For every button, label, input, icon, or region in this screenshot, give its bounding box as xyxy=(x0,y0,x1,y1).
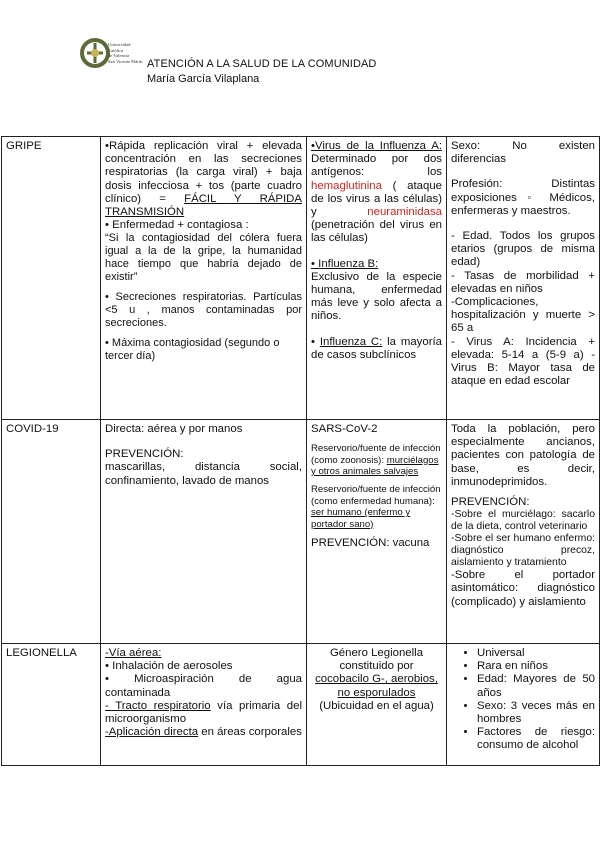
text: Reservorio/fuente de infección (como enfermedad humana): xyxy=(311,484,441,507)
cell-paragraph: - Virus A: Incidencia + elevada: 5-14 a (5-9 a) - Virus B: Mayor tasa de ataque en edad escolar xyxy=(451,335,595,388)
disease-name-cell xyxy=(2,644,101,766)
cell-paragraph xyxy=(311,140,442,246)
cell-paragraph: mascarillas, distancia social, confinamiento, lavado de manos xyxy=(105,461,302,487)
text-underlined: - Tracto respiratorio xyxy=(105,699,211,712)
epidemiology-list xyxy=(451,647,595,753)
epidemiology-cell xyxy=(447,137,600,420)
table-row-legionella xyxy=(2,644,600,766)
text: ( ataque de los virus a las células) y xyxy=(311,179,442,219)
cell-paragraph: • Microaspiración de agua contaminada xyxy=(105,673,302,699)
cell-paragraph xyxy=(311,443,442,477)
document-header xyxy=(78,36,458,86)
text: vía primaria del microorganismo xyxy=(105,699,303,726)
cell-paragraph: Exclusivo de la especie humana, enfermedad más leve y solo afecta a niños. xyxy=(311,270,442,323)
agent-cell xyxy=(307,420,447,644)
cell-paragraph: -Sobre el murciélago: sacarlo de la dieta, control veterinario xyxy=(451,509,595,533)
disease-name-cell xyxy=(2,137,101,420)
cell-paragraph: -Complicaciones, hospitalización y muerte > 65 a xyxy=(451,296,595,335)
cell-paragraph: Toda la población, pero especialmente ancianos, pacientes con patología de base, es decir, inmunodeprimidos. xyxy=(451,423,595,488)
transmission-cell xyxy=(101,644,307,766)
cell-heading: PREVENCIÓN: xyxy=(451,496,530,509)
text-underlined: Influenza C: xyxy=(319,335,383,348)
university-logo-icon xyxy=(78,36,112,70)
disease-name: GRIPE xyxy=(6,140,42,152)
document-author: María García Vilaplana xyxy=(147,73,260,85)
text: Género Legionella constituido por xyxy=(329,647,424,673)
agent-cell xyxy=(307,644,447,766)
text: (Ubicuidad en el agua) xyxy=(319,699,434,712)
transmission-cell xyxy=(101,137,307,420)
epidemiology-cell xyxy=(447,420,600,644)
text-underlined: cocobacilo G-, aerobios, no esporulados xyxy=(315,673,438,699)
text-underlined: -Aplicación directa xyxy=(105,726,199,739)
logo-text: Universidad Católica de Valencia San Vicente Mártir xyxy=(108,42,143,64)
cell-paragraph: • Inhalación de aerosoles xyxy=(105,660,233,673)
cell-quote: “Si la contagiosidad del cólera fuera igual a la de la gripe, la humanidad hace tiempo que habría dejado de existir” xyxy=(105,232,302,284)
cell-paragraph: • Máxima contagiosidad (segundo o tercer día) xyxy=(105,337,280,363)
text-highlight: neuraminidasa xyxy=(367,206,442,219)
text-underlined: •Virus de la Influenza A: xyxy=(311,140,442,152)
text: en áreas corporales xyxy=(198,726,302,739)
cell-paragraph: • Secreciones respiratorias. Partículas <5 u , manos contaminadas por secreciones. xyxy=(105,291,302,330)
cell-paragraph: Directa: aérea y por manos xyxy=(105,423,243,435)
text-underlined: murciélagos y otros animales salvajes xyxy=(311,454,439,478)
cell-paragraph: -Sobre el portador asintomático: diagnóstico (complicado) y aislamiento xyxy=(451,569,595,608)
table-row-gripe xyxy=(2,137,600,420)
agent-cell xyxy=(307,137,447,420)
disease-name: COVID-19 xyxy=(6,423,59,435)
cell-paragraph: PREVENCIÓN: vacuna xyxy=(311,537,430,550)
cell-paragraph: -Sobre el ser humano enfermo: diagnóstico precoz, aislamiento y tratamiento xyxy=(451,533,595,569)
document-title: ATENCIÓN A LA SALUD DE LA COMUNIDAD xyxy=(147,58,377,70)
epidemiology-cell xyxy=(447,644,600,766)
text: la mayoría de casos subclínicos xyxy=(311,335,443,361)
text-underlined: FÁCIL Y RÁPIDA TRANSMISIÓN xyxy=(105,192,302,219)
cell-paragraph xyxy=(311,647,442,713)
disease-name-cell xyxy=(2,420,101,644)
table-row-covid xyxy=(2,420,600,644)
cell-paragraph: • Enfermedad + contagiosa : xyxy=(105,219,249,232)
text-highlight: hemaglutinina xyxy=(311,179,382,192)
text: Determinado por dos antígenos: los xyxy=(311,153,442,179)
text: Reservorio/fuente de infección (como zoonosis): xyxy=(311,443,441,466)
text: • xyxy=(311,335,320,348)
cell-paragraph xyxy=(311,336,442,362)
cell-paragraph: Sexo: No existen diferencias xyxy=(451,140,595,166)
disease-name: LEGIONELLA xyxy=(6,647,77,659)
cell-paragraph: - Tasas de morbilidad + elevadas en niños xyxy=(451,269,595,295)
text-underlined: ser humano (enfermo y portador sano) xyxy=(311,507,411,530)
list-item: • Factores de riesgo: consumo de alcohol xyxy=(477,726,595,752)
cell-paragraph: Profesión: Distintas exposiciones ◦ Médicos, enfermeras y maestros. xyxy=(451,178,595,217)
cell-heading: • Influenza B: xyxy=(311,257,379,270)
cell-paragraph xyxy=(105,700,302,726)
list-item: • Sexo: 3 veces más en hombres xyxy=(477,700,595,726)
text: (penetración del virus en las células) xyxy=(311,219,442,245)
cell-heading: -Vía aérea: xyxy=(105,647,162,659)
text: •Rápida replicación viral + elevada concentración en las secreciones respiratorias (la carga viral) + baja dosis infecciosa + tos (parte cuadro clínico) = xyxy=(105,140,302,205)
cell-paragraph: - Edad. Todos los grupos etarios (grupos de misma edad) xyxy=(451,230,595,269)
cell-heading: PREVENCIÓN: xyxy=(105,448,184,461)
disease-table xyxy=(1,136,600,766)
cell-paragraph xyxy=(311,484,442,530)
cell-paragraph xyxy=(105,140,302,219)
cell-paragraph xyxy=(105,726,302,739)
list-item: • Rara en niños xyxy=(477,660,595,673)
list-item: • Universal xyxy=(477,647,595,660)
transmission-cell xyxy=(101,420,307,644)
cell-paragraph: SARS-CoV-2 xyxy=(311,423,378,435)
list-item: • Edad: Mayores de 50 años xyxy=(477,673,595,699)
